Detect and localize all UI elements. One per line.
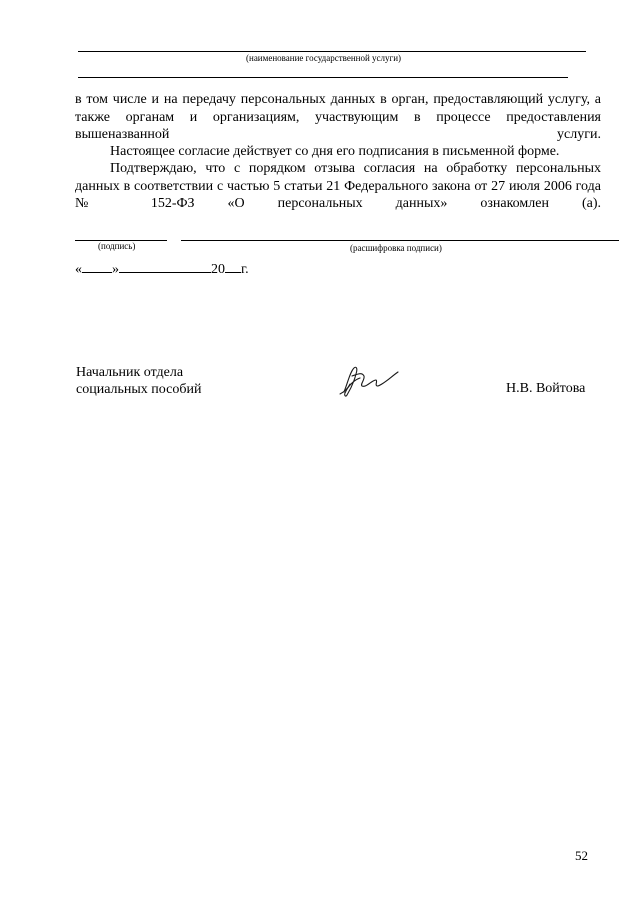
date-open-quote: « bbox=[75, 262, 82, 277]
year-blank bbox=[225, 259, 241, 273]
consent-paragraph-2: Настоящее согласие действует со дня его подписания в письменной форме. bbox=[110, 144, 560, 159]
official-position-line-1: Начальник отдела bbox=[76, 365, 184, 380]
month-blank bbox=[119, 259, 211, 273]
service-name-caption: (наименование государственной услуги) bbox=[246, 53, 402, 63]
date-line bbox=[75, 259, 249, 278]
signature-decoding-caption: (расшифровка подписи) bbox=[350, 243, 442, 253]
date-close-quote: » bbox=[112, 262, 119, 277]
official-position-line-2: социальных пособий bbox=[76, 382, 202, 397]
signature-decoding-line bbox=[181, 240, 619, 241]
service-name-line-2 bbox=[78, 77, 568, 78]
official-name: Н.В. Войтова bbox=[506, 381, 586, 396]
consent-paragraph-3: Подтверждаю, что с порядком отзыва согласия на обработку персональных данных в соответствии с частью 5 статьи 21 Федерального закона от 27 июля 2006 года № 152-ФЗ «О персональных данных» ознакомлен (а). bbox=[75, 161, 601, 211]
year-prefix: 20 bbox=[211, 262, 225, 277]
year-suffix: г. bbox=[241, 262, 249, 277]
day-blank bbox=[82, 259, 112, 273]
consent-paragraph-1: в том числе и на передачу персональных данных в орган, предоставляющий услугу, а также органам и организациям, участвующим в процессе предоставления вышеназванной услуги. bbox=[75, 92, 601, 142]
page-number: 52 bbox=[575, 848, 588, 863]
handwritten-signature bbox=[338, 362, 400, 398]
service-name-line bbox=[78, 51, 586, 52]
signature-caption: (подпись) bbox=[98, 241, 136, 251]
official-position bbox=[76, 364, 201, 398]
